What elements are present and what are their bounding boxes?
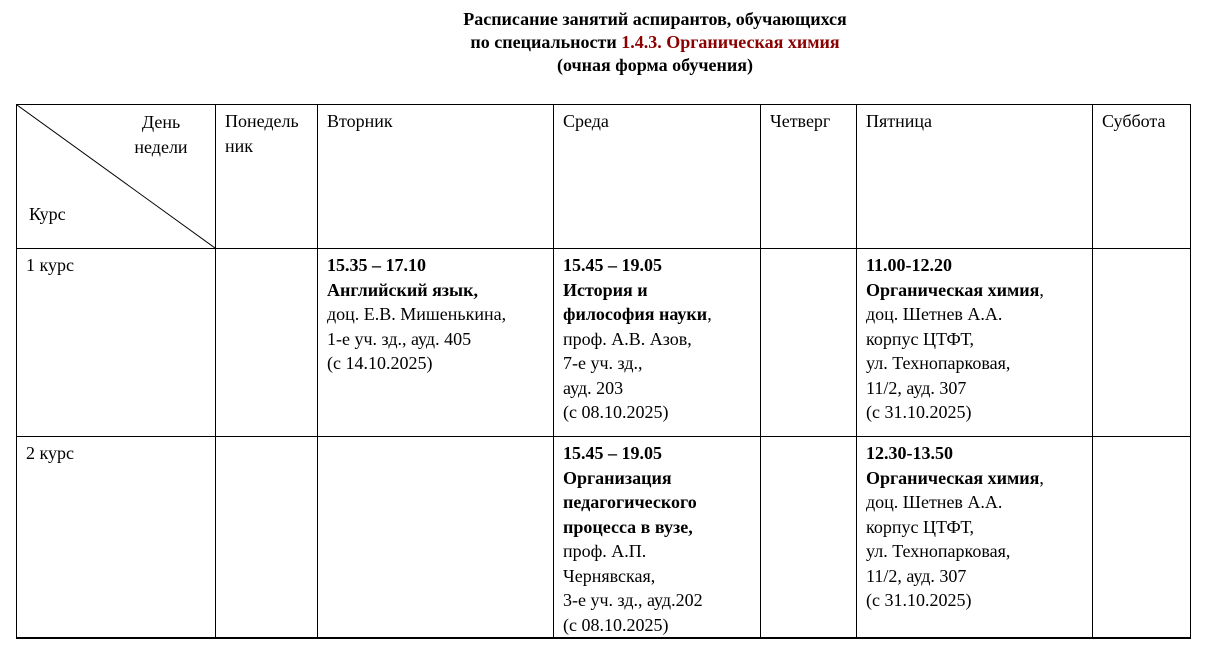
cell-course2-saturday: [1093, 437, 1191, 639]
cell-course1-friday: 11.00-12.20 Органическая химия, доц. Шетнев А.А. корпус ЦТФТ, ул. Технопарковая, 11/2, ауд. 307 (с 31.10.2025): [857, 249, 1093, 437]
header-row: [17, 105, 1191, 249]
corner-cell: [17, 105, 216, 249]
row-label-course2: 2 курс: [17, 437, 216, 639]
cell-course2-wednesday: 15.45 – 19.05 Организация педагогического процесса в вузе, проф. А.П. Чернявская, 3-е уч. зд., ауд.202 (с 08.10.2025): [554, 437, 761, 639]
cell-course2-thursday: [761, 437, 857, 639]
cell-course1-monday: [216, 249, 318, 437]
corner-day-of-week-label: День недели: [134, 112, 188, 157]
cell-course2-tuesday: [318, 437, 554, 639]
title-line-3: (очная форма обучения): [556, 55, 754, 75]
cell-course2-friday: 12.30-13.50 Органическая химия, доц. Шетнев А.А. корпус ЦТФТ, ул. Технопарковая, 11/2, ауд. 307 (с 31.10.2025): [857, 437, 1093, 639]
column-header-wednesday: Среда: [554, 105, 761, 249]
title-specialty-highlight: 1.4.3. Органическая химия: [621, 32, 840, 52]
row-course1: [17, 249, 1191, 437]
cell-course1-tuesday: 15.35 – 17.10 Английский язык, доц. Е.В. Мишенькина, 1-е уч. зд., ауд. 405 (с 14.10.2025): [318, 249, 554, 437]
cell-course2-monday: [216, 437, 318, 639]
title-line-2: [463, 31, 847, 54]
cell-course1-thursday: [761, 249, 857, 437]
row-label-course1: 1 курс: [17, 249, 216, 437]
column-header-monday: Понедель ник: [216, 105, 318, 249]
corner-course-label: Курс: [29, 203, 66, 224]
column-header-saturday: Суббота: [1093, 105, 1191, 249]
title-specialty-prefix: по специальности: [470, 32, 622, 52]
row-course2: [17, 437, 1191, 639]
title-line-1: Расписание занятий аспирантов, обучающихся: [463, 9, 847, 29]
column-header-friday: Пятница: [857, 105, 1093, 249]
column-header-tuesday: Вторник: [318, 105, 554, 249]
column-header-thursday: Четверг: [761, 105, 857, 249]
page-title: [463, 8, 847, 77]
schedule-table: [16, 104, 1191, 639]
cell-course1-saturday: [1093, 249, 1191, 437]
cell-course1-wednesday: 15.45 – 19.05 История и философия науки, проф. А.В. Азов, 7-е уч. зд., ауд. 203 (с 08.10.2025): [554, 249, 761, 437]
